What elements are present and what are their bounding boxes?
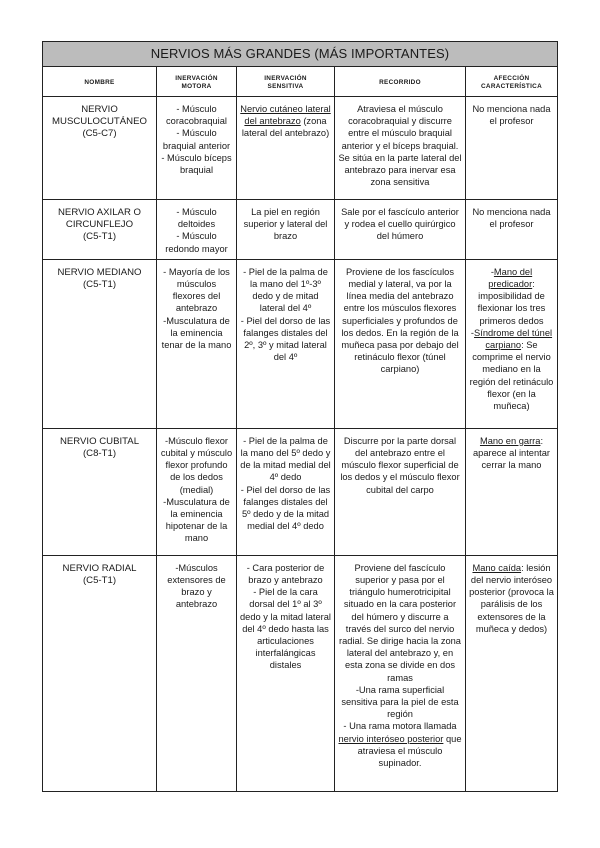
nombre-line: (C5-T1) xyxy=(82,231,117,242)
recorrido-cell: Atraviesa el músculo coracobraquial y discurre entre el músculo braquial anterior y el bíceps braquial. Se sitúa en la parte lateral del antebrazo para inervar esa zona sensitiva xyxy=(335,97,466,200)
afeccion-text: : lesión del nervio interóseo posterior (provoca la parálisis de los extensores de la muñeca y dedos) xyxy=(469,562,554,634)
header-nombre: NOMBRE xyxy=(43,67,157,97)
sensitiva-underlined: Nervio cutáneo lateral del antebrazo xyxy=(240,104,331,127)
afeccion-underlined: Mano en garra xyxy=(479,435,541,446)
motora-item: -Musculatura de la eminencia tenar de la mano xyxy=(161,315,232,351)
table-row xyxy=(43,200,558,260)
afeccion-item xyxy=(469,327,554,412)
afeccion-cell xyxy=(466,555,558,791)
nombre-cell xyxy=(43,428,157,555)
table-title: NERVIOS MÁS GRANDES (MÁS IMPORTANTES) xyxy=(43,42,558,67)
sensitiva-item: - Piel del dorso de las falanges distales del 5º dedo y de la mitad medial del 4º dedo xyxy=(240,484,331,532)
table-row xyxy=(43,428,558,555)
afeccion-text: : imposibilidad de flexionar los tres primeros dedos xyxy=(477,279,546,326)
recorrido-cell: Discurre por la parte dorsal del antebrazo entre el músculo flexor superficial de los dedos y el músculo flexor cubital del carpo xyxy=(335,428,466,555)
motora-item: - Músculo coracobraquial xyxy=(166,104,227,127)
afeccion-text: : Se comprime el nervio mediano en la región del retináculo flexor (en la muñeca) xyxy=(469,340,554,412)
motora-item: - Mayoría de los músculos flexores del antebrazo xyxy=(163,266,230,314)
nombre-cell xyxy=(43,97,157,200)
motora-item: - Músculo redondo mayor xyxy=(165,231,228,254)
nombre-line: MUSCULOCUTÁNEO xyxy=(52,116,147,127)
motora-cell xyxy=(157,428,237,555)
nombre-line: NERVIO AXILAR O CIRCUNFLEJO xyxy=(58,207,141,230)
sensitiva-item: - Piel de la cara dorsal del 1º al 3º dedo y la mitad lateral del 4º dedo hasta las articulaciones interfalángicas distales xyxy=(240,587,331,671)
nombre-cell xyxy=(43,259,157,428)
motora-item: - Músculo bíceps braquial xyxy=(161,152,232,176)
motora-cell: -Músculos extensores de brazo y antebrazo xyxy=(157,555,237,791)
nombre-line: NERVIO CUBITAL xyxy=(59,435,140,447)
afeccion-underlined: Mano del predicador xyxy=(488,266,533,290)
header-recorrido: RECORRIDO xyxy=(335,67,466,97)
recorrido-underlined: nervio interóseo posterior xyxy=(338,733,444,744)
nombre-line: (C5-C7) xyxy=(82,128,117,139)
header-motora xyxy=(157,67,237,97)
motora-item: -Músculo flexor cubital y músculo flexor profundo de los dedos (medial) xyxy=(160,435,233,495)
recorrido-item xyxy=(338,720,462,769)
sensitiva-item: - Piel de la palma de la mano del 1º-3º dedo y de mitad lateral del 4º xyxy=(243,266,328,314)
nervios-table xyxy=(42,41,558,792)
motora-cell xyxy=(157,97,237,200)
header-motora-line1: INERVACIÓN xyxy=(175,74,218,82)
sensitiva-cell xyxy=(237,97,335,200)
header-afeccion xyxy=(466,67,558,97)
afeccion-cell xyxy=(466,428,558,555)
recorrido-cell xyxy=(335,555,466,791)
motora-item: - Músculo deltoides xyxy=(176,207,217,230)
nombre-line: (C5-T1) xyxy=(82,574,117,586)
sensitiva-cell xyxy=(237,555,335,791)
header-motora-line2: MOTORA xyxy=(181,82,212,90)
afeccion-dash: - xyxy=(470,327,475,338)
nombre-line: NERVIO MEDIANO xyxy=(57,266,142,278)
afeccion-underlined: Síndrome del túnel carpiano xyxy=(474,327,553,351)
recorrido-item: -Una rama superficial sensitiva para la piel de esta región xyxy=(341,684,459,720)
afeccion-cell: No menciona nada el profesor xyxy=(466,200,558,260)
sensitiva-cell xyxy=(237,259,335,428)
sensitiva-cell xyxy=(237,428,335,555)
header-sensitiva-line2: SENSITIVA xyxy=(267,82,304,90)
header-sensitiva-line1: INERVACIÓN xyxy=(264,74,307,82)
motora-cell xyxy=(157,200,237,260)
recorrido-text: que atraviesa el músculo supinador. xyxy=(357,733,462,769)
header-afeccion-line2: CARACTERÍSTICA xyxy=(480,82,542,90)
recorrido-cell: Sale por el fascículo anterior y rodea el cuello quirúrgico del húmero xyxy=(335,200,466,260)
afeccion-dash: - xyxy=(490,266,494,277)
nombre-line: NERVIO xyxy=(81,104,118,115)
recorrido-cell: Proviene de los fascículos medial y lateral, va por la línea media del antebrazo entre los músculos flexores superficiales y profundos de los dedos. En la región de la muñeca pasa por debajo del retináculo flexor (túnel carpiano) xyxy=(335,259,466,428)
afeccion-item xyxy=(469,266,554,327)
nombre-cell xyxy=(43,200,157,260)
table-row xyxy=(43,259,558,428)
sensitiva-item: - Piel del dorso de las falanges distales del 2º, 3º y mitad lateral del 4º xyxy=(240,315,331,363)
afeccion-cell: No menciona nada el profesor xyxy=(466,97,558,200)
sensitiva-text: (zona lateral del antebrazo) xyxy=(241,116,330,139)
table-row xyxy=(43,97,558,200)
nombre-line: (C8-T1) xyxy=(82,447,117,459)
afeccion-underlined: Mano caída xyxy=(472,562,522,573)
header-afeccion-line1: AFECCIÓN xyxy=(493,74,530,82)
motora-item: -Musculatura de la eminencia hipotenar de la mano xyxy=(163,496,230,544)
nombre-line: (C5-T1) xyxy=(82,278,117,290)
table-row xyxy=(43,555,558,791)
sensitiva-item: - Cara posterior de brazo y antebrazo xyxy=(246,562,325,586)
nombre-line: NERVIO RADIAL xyxy=(62,562,137,574)
recorrido-text: - Una rama motora llamada xyxy=(343,721,457,732)
header-sensitiva xyxy=(237,67,335,97)
afeccion-text: : aparece al intentar cerrar la mano xyxy=(472,435,550,471)
motora-cell xyxy=(157,259,237,428)
afeccion-cell xyxy=(466,259,558,428)
header-row xyxy=(43,67,558,97)
motora-item: - Músculo braquial anterior xyxy=(162,128,231,151)
title-row xyxy=(43,42,558,67)
recorrido-item: Proviene del fascículo superior y pasa por el triángulo humerotricipital situado en la cara posterior del húmero y discurre a través del surco del nervio radial. Se dirige hacia la zona lateral del antebrazo y, en esta zona se divide en dos ramas xyxy=(339,562,461,683)
sensitiva-cell: La piel en región superior y lateral del brazo xyxy=(237,200,335,260)
sensitiva-item: - Piel de la palma de la mano del 5º dedo y de la mitad medial del 4º dedo xyxy=(240,435,331,483)
nombre-cell xyxy=(43,555,157,791)
